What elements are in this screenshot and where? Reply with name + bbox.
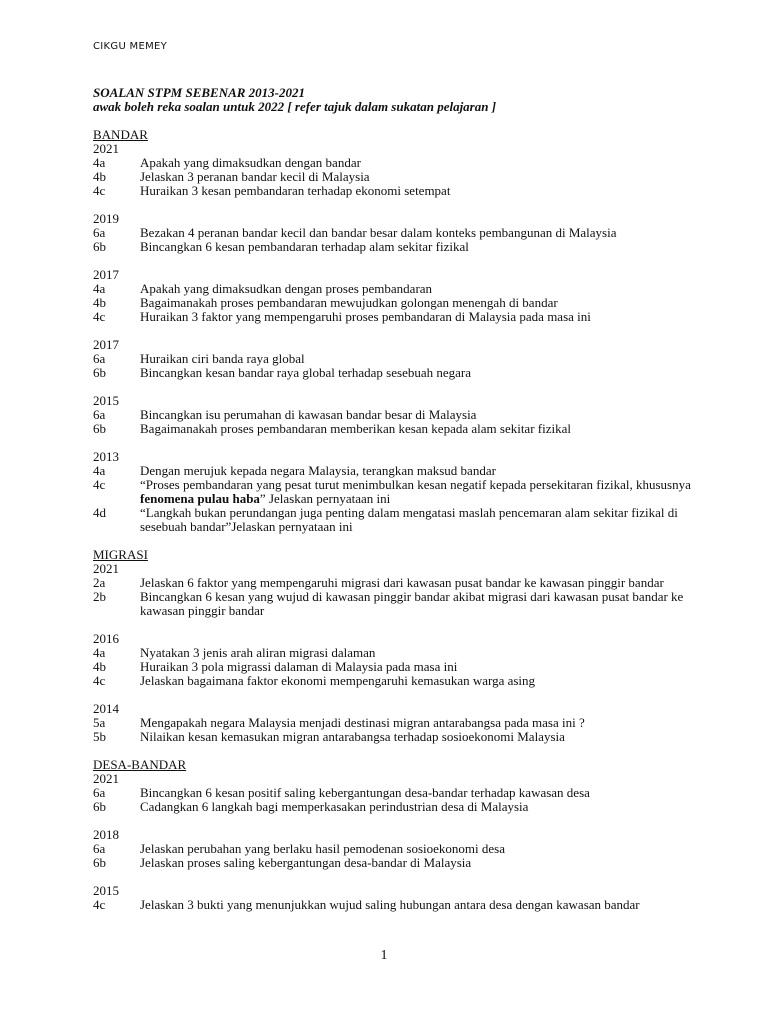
topic-heading: DESA-BANDAR [93, 757, 187, 772]
year-group [93, 142, 693, 198]
year-group [93, 268, 693, 324]
question-row [93, 478, 693, 506]
question-number: 6a [93, 225, 106, 240]
exam-year: 2017 [93, 337, 119, 352]
question-text-part: “Proses pembandaran yang pesat turut menimbulkan kesan negatif kepada persekitaran fizikal, khususnya [140, 477, 691, 492]
year-group [93, 338, 693, 380]
question-text: Bagaimanakah proses pembandaran memberikan kesan kepada alam sekitar fizikal [140, 421, 571, 436]
exam-year: 2013 [93, 449, 119, 464]
year-group [93, 884, 693, 912]
question-row [93, 366, 693, 380]
exam-year: 2019 [93, 211, 119, 226]
question-row [93, 282, 693, 296]
question-number: 4a [93, 155, 106, 170]
page-number: 1 [380, 948, 388, 963]
exam-year: 2021 [93, 561, 119, 576]
question-row [93, 408, 693, 422]
question-row [93, 856, 693, 870]
question-number: 2b [93, 589, 106, 604]
question-text: Bincangkan 6 kesan yang wujud di kawasan pinggir bandar akibat migrasi dari kawasan pusat bandar ke kawasan pinggir bandar [140, 589, 684, 618]
page-header-author: CIKGU MEMEY [93, 41, 168, 52]
question-number: 4d [93, 505, 106, 520]
exam-year: 2017 [93, 267, 119, 282]
question-number: 6b [93, 365, 106, 380]
exam-year: 2021 [93, 771, 119, 786]
question-row [93, 156, 693, 170]
question-text: Jelaskan 6 faktor yang mempengaruhi migrasi dari kawasan pusat bandar ke kawasan pinggir bandar [140, 575, 664, 590]
year-group [93, 394, 693, 436]
question-text: Jelaskan perubahan yang berlaku hasil pemodenan sosioekonomi desa [140, 841, 505, 856]
question-text: Bezakan 4 peranan bandar kecil dan bandar besar dalam konteks pembangunan di Malaysia [140, 225, 617, 240]
document-subtitle: awak boleh reka soalan untuk 2022 [ refer tajuk dalam sukatan pelajaran ] [93, 99, 497, 114]
question-number: 4b [93, 659, 106, 674]
question-number: 4a [93, 463, 106, 478]
question-text: Cadangkan 6 langkah bagi memperkasakan perindustrian desa di Malaysia [140, 799, 529, 814]
question-text: Bincangkan kesan bandar raya global terhadap sesebuah negara [140, 365, 471, 380]
year-group [93, 212, 693, 254]
question-number: 6b [93, 855, 106, 870]
year-group [93, 632, 693, 688]
question-number: 5b [93, 729, 106, 744]
question-text: Huraikan ciri banda raya global [140, 351, 305, 366]
question-row [93, 800, 693, 814]
question-text: Bincangkan 6 kesan pembandaran terhadap alam sekitar fizikal [140, 239, 469, 254]
topic-section [93, 548, 693, 744]
question-row [93, 786, 693, 800]
question-row [93, 898, 693, 912]
question-number: 4c [93, 673, 106, 688]
year-group [93, 450, 693, 534]
question-number: 5a [93, 715, 106, 730]
question-number: 6a [93, 841, 106, 856]
question-row [93, 240, 693, 254]
document-title: SOALAN STPM SEBENAR 2013-2021 [93, 85, 306, 100]
question-number: 6a [93, 351, 106, 366]
question-text: Dengan merujuk kepada negara Malaysia, terangkan maksud bandar [140, 463, 496, 478]
question-text: Mengapakah negara Malaysia menjadi destinasi migran antarabangsa pada masa ini ? [140, 715, 585, 730]
question-row [93, 660, 693, 674]
question-number: 6a [93, 785, 106, 800]
topic-section [93, 128, 693, 534]
year-group [93, 772, 693, 814]
question-text: Jelaskan 3 peranan bandar kecil di Malaysia [140, 169, 370, 184]
question-text: Huraikan 3 kesan pembandaran terhadap ekonomi setempat [140, 183, 451, 198]
topics-list [93, 128, 693, 912]
question-number: 4b [93, 295, 106, 310]
question-row [93, 170, 693, 184]
question-row [93, 352, 693, 366]
question-number: 4c [93, 183, 106, 198]
document-body [93, 86, 693, 926]
topic-heading: MIGRASI [93, 547, 148, 562]
question-text: Huraikan 3 pola migrassi dalaman di Malaysia pada masa ini [140, 659, 458, 674]
question-row [93, 310, 693, 324]
question-row [93, 842, 693, 856]
question-number: 4c [93, 477, 106, 492]
question-text: Bagaimanakah proses pembandaran mewujudkan golongan menengah di bandar [140, 295, 558, 310]
document-title-block [93, 86, 693, 114]
year-group [93, 828, 693, 870]
question-text: Nyatakan 3 jenis arah aliran migrasi dalaman [140, 645, 376, 660]
question-text: Nilaikan kesan kemasukan migran antarabangsa terhadap sosioekonomi Malaysia [140, 729, 565, 744]
question-text: “Langkah bukan perundangan juga penting dalam mengatasi maslah pencemaran alam sekitar fizikal di sesebuah bandar”Jelaskan pernyataan ini [140, 505, 678, 534]
question-row [93, 590, 693, 618]
question-text: Jelaskan 3 bukti yang menunjukkan wujud saling hubungan antara desa dengan kawasan bandar [140, 897, 640, 912]
question-number: 4a [93, 645, 106, 660]
exam-year: 2014 [93, 701, 119, 716]
question-row [93, 464, 693, 478]
question-number: 6a [93, 407, 106, 422]
year-group [93, 562, 693, 618]
question-text: Jelaskan bagaimana faktor ekonomi mempengaruhi kemasukan warga asing [140, 673, 536, 688]
question-text: Apakah yang dimaksudkan dengan proses pembandaran [140, 281, 433, 296]
question-row [93, 730, 693, 744]
exam-year: 2015 [93, 393, 119, 408]
question-number: 6b [93, 421, 106, 436]
question-text: Bincangkan isu perumahan di kawasan bandar besar di Malaysia [140, 407, 477, 422]
question-number: 4c [93, 309, 106, 324]
question-text [140, 478, 693, 506]
exam-year: 2018 [93, 827, 119, 842]
question-number: 6b [93, 239, 106, 254]
question-text: Apakah yang dimaksudkan dengan bandar [140, 155, 361, 170]
topic-heading: BANDAR [93, 127, 148, 142]
question-row [93, 296, 693, 310]
question-number: 6b [93, 799, 106, 814]
question-row [93, 506, 693, 534]
question-text-part: ” Jelaskan pernyataan ini [259, 491, 391, 506]
question-text: Jelaskan proses saling kebergantungan desa-bandar di Malaysia [140, 855, 472, 870]
question-row [93, 646, 693, 660]
question-number: 4a [93, 281, 106, 296]
topic-section [93, 758, 693, 912]
exam-year: 2015 [93, 883, 119, 898]
exam-year: 2016 [93, 631, 119, 646]
question-number: 4b [93, 169, 106, 184]
question-number: 2a [93, 575, 106, 590]
question-text-emphasis: fenomena pulau haba [140, 491, 260, 506]
question-text: Huraikan 3 faktor yang mempengaruhi proses pembandaran di Malaysia pada masa ini [140, 309, 591, 324]
year-group [93, 702, 693, 744]
question-text: Bincangkan 6 kesan positif saling kebergantungan desa-bandar terhadap kawasan desa [140, 785, 590, 800]
question-row [93, 226, 693, 240]
question-row [93, 184, 693, 198]
question-number: 4c [93, 897, 106, 912]
question-row [93, 716, 693, 730]
question-row [93, 422, 693, 436]
question-row [93, 674, 693, 688]
exam-year: 2021 [93, 141, 119, 156]
question-row [93, 576, 693, 590]
